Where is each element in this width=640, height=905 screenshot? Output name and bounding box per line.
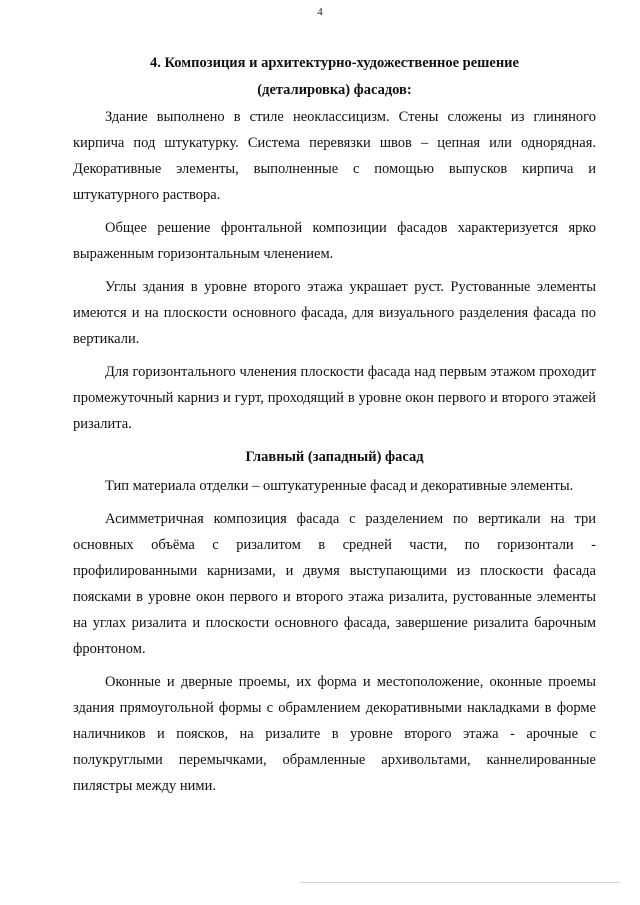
- section-heading-line-1: 4. Композиция и архитектурно-художественное решение: [150, 55, 519, 71]
- paragraph: Тип материала отделки – оштукатуренные фасад и декоративные элементы.: [105, 478, 574, 494]
- footer-rule: [300, 882, 620, 883]
- section-heading: [73, 50, 596, 104]
- paragraph: Общее решение фронтальной композиции фасадов характеризуется ярко выраженным горизонтальным членением.: [73, 220, 596, 262]
- paragraph: Асимметричная композиция фасада с разделением по вертикали на три основных объёма с ризалитом в средней части, по горизонтали - профилированными карнизами, и двумя выступающими из плоскости фасада поясками в уровне окон первого и второго этажа ризалита, рустованные элементы на углах ризалита и плоскости основного фасада, завершение ризалита барочным фронтоном.: [73, 511, 596, 657]
- paragraph: Здание выполнено в стиле неоклассицизм. Стены сложены из глиняного кирпича под штукатурку. Система перевязки швов – цепная или однорядная. Декоративные элементы, выполненные с помощью выпусков кирпича и штукатурного раствора.: [73, 109, 596, 203]
- page-content: [73, 50, 596, 806]
- paragraph: Углы здания в уровне второго этажа украшает руст. Рустованные элементы имеются и на плоскости основного фасада, для визуального разделения фасада по вертикали.: [73, 279, 596, 347]
- section-heading-line-2: (деталировка) фасадов:: [257, 82, 412, 98]
- page-number: 4: [317, 6, 323, 18]
- paragraph: Для горизонтального членения плоскости фасада над первым этажом проходит промежуточный карниз и гурт, проходящий в уровне окон первого и второго этажей ризалита.: [73, 364, 596, 432]
- paragraph: Оконные и дверные проемы, их форма и местоположение, оконные проемы здания прямоугольной формы с обрамлением декоративными накладками в форме наличников и поясков, на ризалите в уровне второго этажа - арочные с полукруглыми перемычками, обрамленные архивольтами, каннелированные пилястры между ними.: [73, 674, 596, 794]
- subsection-heading: Главный (западный) фасад: [245, 449, 424, 465]
